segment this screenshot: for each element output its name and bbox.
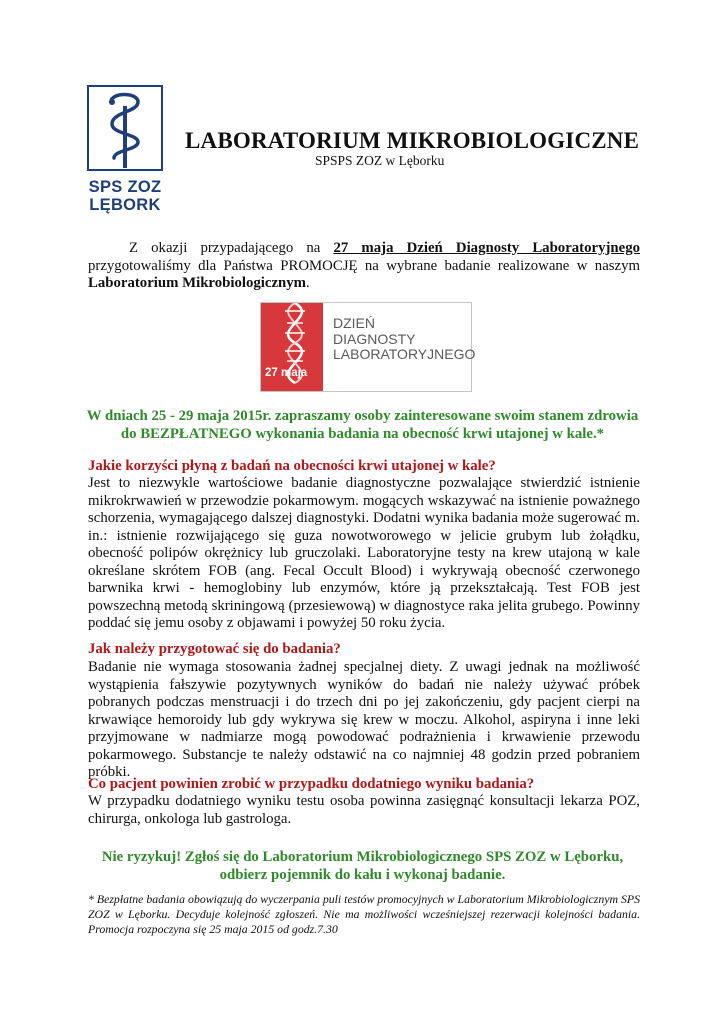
answer-benefits: Jest to niezwykle wartościowe badanie diagnostyczne pozwalające stwierdzić istnienie mikrokrwawień w przewodzie pokarmowym. mogących wskazywać na istnienie poważnego schorzenia, wymagającego dalszej diagnostyki. Dodatni wynika badania może sugerować m. in.: istnienie rozwijającego się guza nowotworowego w jelicie grubym lub żołądku, obecność polipów okrężnicy lub gruczolaki. Laboratoryjne testy na krew utajoną w kale określane skrótem FOB (ang. Fecal Occult Blood) i wykrywają obecność czerwonego barwnika krwi - hemoglobiny lub enzymów, które ją przekształcają. Test FOB jest powszechną metodą skriningową (przesiewową) w diagnostyce raka jelita grubego. Powinny poddać się jemu osoby z objawami i powyżej 50 roku życia. [88,475,640,631]
page-subtitle: SPSPS ZOZ w Lęborku [315,153,445,168]
banner-line-3: LABORATORYJNEGO [333,346,476,362]
intro-highlight: 27 maja Dzień Diagnosty Laboratoryjnego [333,240,640,256]
promo-line-1: W dniach 25 - 29 maja 2015r. zapraszamy osoby zainteresowane swoim stanem zdrowia [86,408,639,424]
banner-red-panel [261,303,323,391]
banner-date: 27 maja [265,367,308,379]
cta-line-1: Nie ryzykuj! Zgłoś się do Laboratorium Mikrobiologicznego SPS ZOZ w Lęborku, [101,849,624,865]
banner-title [333,316,475,363]
promo-announcement [80,407,645,443]
logo-line-2: LĘBORK [89,196,161,214]
banner-line-2: DIAGNOSTY [333,330,416,347]
logo-line-1: SPS ZOZ [88,178,162,196]
answer-positive-result: W przypadku dodatniego wyniku testu osoba powinna zasięgnąć konsultacji lekarza POZ, chirurga, onkologa lub gastrologa. [88,793,640,827]
call-to-action [80,848,645,884]
event-banner [260,302,476,392]
intro-paragraph [88,240,640,293]
answer-preparation: Badanie nie wymaga stosowania żadnej specjalnej diety. Z uwagi jednak na możliwość wystąpienia fałszywie pozytywnych wyników do badań nie należy używać próbek pobranych podczas menstruacji i do trzech dni po jej zakończeniu, gdy pacjent cierpi na krwawiące hemoroidy lub gdy wykrywa się krew w moczu. Alkohol, aspiryna i inne leki przyjmowane w nadmiarze mogą powodować podrażnienia i krwawienie przewodu pokarmowego. Substancje te należy odstawić na co najmniej 48 godzin przed pobraniem próbki. [88,659,640,780]
page-title: LABORATORIUM MIKROBIOLOGICZNE [185,128,640,153]
question-preparation: Jak należy przygotować się do badania? [88,641,341,657]
intro-lab-name: Laboratorium Mikrobiologicznym [88,275,306,291]
question-benefits: Jakie korzyści płyną z badań na obecności krwi utajonej w kale? [88,458,496,474]
intro-text-2: przygotowaliśmy dla Państwa PROMOCJĘ na wybrane badanie realizowane w naszym [88,257,640,274]
banner-line-1: DZIEŃ [333,315,375,331]
logo-wordmark [86,178,164,214]
caduceus-snake-staff-icon [86,84,164,176]
intro-text-1: Z okazji przypadającego na [129,240,334,256]
promo-line-2: do BEZPŁATNEGO wykonania badania na obecność krwi utajonej w kale.* [120,426,605,442]
question-positive-result: Co pacjent powinien zrobić w przypadku dodatniego wyniku badania? [88,776,535,792]
intro-text-3: . [305,275,310,291]
footnote: * Bezpłatne badania obowiązują do wyczerpania puli testów promocyjnych w Laboratorium Mikrobiologicznym SPS ZOZ w Lęborku. Decyduje kolejność zgłoszeń. Nie ma możliwości wcześniejszej rezerwacji kolejności badania. Promocja rozpoczyna się 25 maja 2015 od godz.7.30 [88,892,640,936]
cta-line-2: odbierz pojemnik do kału i wykonaj badanie. [219,867,506,883]
